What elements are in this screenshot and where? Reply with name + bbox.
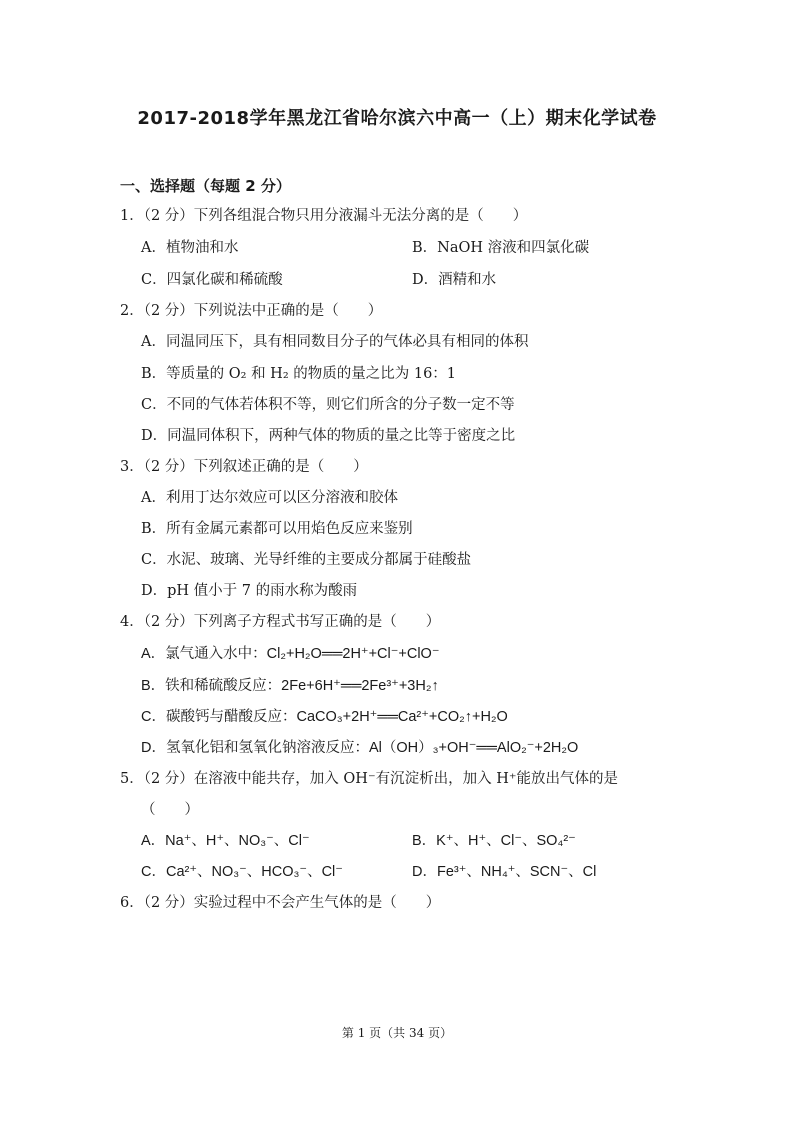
question-3-option-a: A．利用丁达尔效应可以区分溶液和胶体 — [141, 490, 398, 506]
question-1-option-c: C．四氯化碳和稀硫酸 — [141, 272, 283, 288]
page-title: 2017-2018学年黑龙江省哈尔滨六中高一（上）期末化学试卷 — [137, 108, 657, 129]
question-2-option-a: A．同温同压下，具有相同数目分子的气体必具有相同的体积 — [141, 334, 529, 350]
question-5-option-a: A．Na⁺、H⁺、NO₃⁻、Cl⁻ — [141, 833, 310, 849]
question-2-option-d: D．同温同体积下，两种气体的物质的量之比等于密度之比 — [141, 428, 516, 444]
question-1-option-a: A．植物油和水 — [141, 240, 239, 256]
question-5-option-d: D．Fe³⁺、NH₄⁺、SCN⁻、Cl — [412, 864, 597, 880]
question-2-option-b: B．等质量的 O₂ 和 H₂ 的物质的量之比为 16：1 — [141, 366, 457, 382]
question-5-stem-line2: （ ） — [141, 802, 199, 818]
question-4-option-b: B．铁和稀硫酸反应：2Fe+6H⁺══2Fe³⁺+3H₂↑ — [141, 678, 439, 694]
question-2-option-c: C．不同的气体若体积不等，则它们所含的分子数一定不等 — [141, 397, 515, 413]
question-1-option-b: B．NaOH 溶液和四氯化碳 — [412, 240, 590, 256]
question-5-option-b: B．K⁺、H⁺、Cl⁻、SO₄²⁻ — [412, 833, 576, 849]
question-4-option-d: D．氢氧化铝和氢氧化钠溶液反应：Al（OH）₃+OH⁻══AlO₂⁻+2H₂O — [141, 740, 579, 756]
page-footer: 第 1 页（共 34 页） — [341, 1026, 453, 1040]
question-5-stem-line1: 5．（2 分）在溶液中能共存，加入 OH⁻有沉淀析出，加入 H⁺能放出气体的是 — [120, 771, 619, 787]
question-5-option-c: C．Ca²⁺、NO₃⁻、HCO₃⁻、Cl⁻ — [141, 864, 343, 880]
question-4-option-a: A．氯气通入水中：Cl₂+H₂O══2H⁺+Cl⁻+ClO⁻ — [141, 646, 440, 662]
question-6-stem: 6．（2 分）实验过程中不会产生气体的是（ ） — [120, 895, 441, 911]
question-3-option-d: D．pH 值小于 7 的雨水称为酸雨 — [141, 583, 358, 599]
question-1-option-d: D．酒精和水 — [412, 272, 497, 288]
question-3-stem: 3．（2 分）下列叙述正确的是（ ） — [120, 459, 368, 475]
question-4-option-c: C．碳酸钙与醋酸反应：CaCO₃+2H⁺══Ca²⁺+CO₂↑+H₂O — [141, 709, 508, 725]
question-3-option-b: B．所有金属元素都可以用焰色反应来鉴别 — [141, 521, 413, 537]
question-1-stem: 1．（2 分）下列各组混合物只用分液漏斗无法分离的是（ ） — [120, 208, 528, 224]
question-4-stem: 4．（2 分）下列离子方程式书写正确的是（ ） — [120, 614, 441, 630]
question-2-stem: 2．（2 分）下列说法中正确的是（ ） — [120, 303, 383, 319]
question-3-option-c: C．水泥、玻璃、光导纤维的主要成分都属于硅酸盐 — [141, 552, 472, 568]
section-heading: 一、选择题（每题 2 分） — [120, 177, 291, 195]
